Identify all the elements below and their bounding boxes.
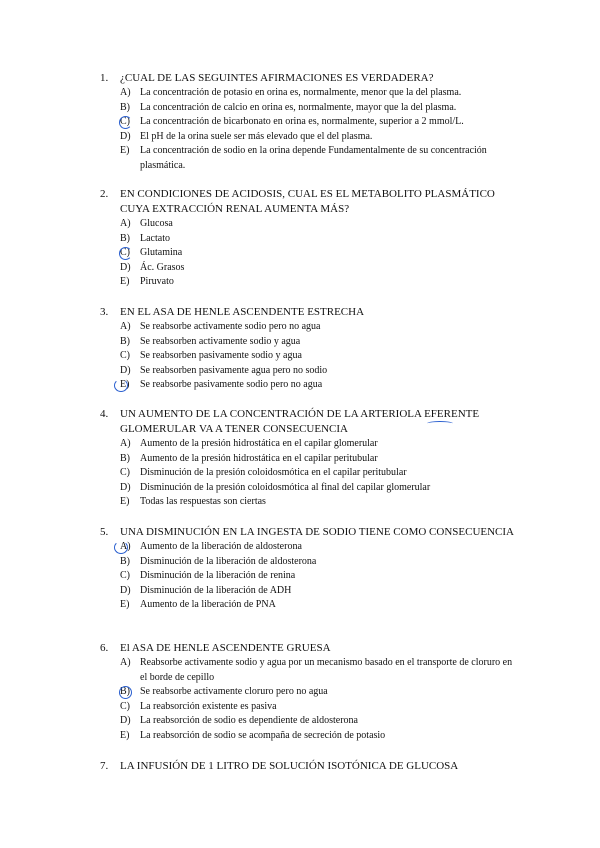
option-b[interactable]	[100, 232, 520, 247]
option-d[interactable]	[100, 584, 520, 599]
question-text: ¿CUAL DE LAS SEGUINTES AFIRMACIONES ES VERDADERA?	[120, 72, 434, 84]
option-letter: D)	[120, 481, 131, 493]
option-d[interactable]	[100, 261, 520, 276]
option-d[interactable]	[100, 481, 520, 496]
option-letter: E)	[120, 145, 130, 157]
option-letter: D)	[120, 261, 131, 273]
question-text: El ASA DE HENLE ASCENDENTE GRUESA	[120, 642, 331, 654]
question-text: UN AUMENTO DE LA CONCENTRACIÓN DE LA ARTERIOLA EFERENTE GLOMERULAR VA A TENER CONSECUENCIA	[120, 408, 480, 435]
option-text: Se reabsorbe pasivamente sodio pero no agua	[140, 379, 323, 391]
option-letter: D)	[120, 715, 131, 727]
option-b[interactable]	[100, 555, 520, 570]
option-letter: A)	[120, 541, 131, 552]
option-letter: B)	[120, 335, 130, 347]
option-text: La concentración de bicarbonato en orina es, normalmente, superior a 2 mmol/L.	[140, 116, 464, 128]
question-4	[100, 407, 520, 510]
question-number: 3.	[100, 306, 109, 318]
option-d[interactable]	[100, 130, 520, 145]
option-a[interactable]	[100, 86, 520, 101]
option-b[interactable]	[100, 101, 520, 116]
option-text: Aumento de la presión hidrostática en el capilar glomerular	[140, 438, 378, 449]
option-c[interactable]	[100, 349, 520, 364]
option-text: El pH de la orina suele ser más elevado que el del plasma.	[140, 130, 373, 142]
option-a[interactable]	[100, 540, 520, 555]
option-c[interactable]	[100, 466, 520, 481]
question-number: 6.	[100, 642, 109, 654]
question-header	[100, 525, 520, 540]
question-text: UNA DISMINUCIÓN EN LA INGESTA DE SODIO TIENE COMO CONSECUENCIA	[120, 526, 514, 538]
option-letter: C)	[120, 116, 130, 128]
question-header	[100, 759, 520, 774]
option-text: Aumento de la presión hidrostática en el capilar peritubular	[140, 452, 378, 464]
option-e[interactable]	[100, 495, 520, 510]
option-c[interactable]	[100, 115, 520, 130]
option-letter: D)	[120, 364, 131, 376]
option-a[interactable]	[100, 217, 520, 232]
option-d[interactable]	[100, 714, 520, 729]
option-letter: C)	[120, 467, 130, 479]
option-letter: A)	[120, 87, 131, 98]
option-e[interactable]	[100, 729, 520, 744]
option-text: La concentración de potasio en orina es, normalmente, menor que la del plasma.	[140, 87, 462, 98]
question-header	[100, 187, 520, 217]
option-text: Disminución de la presión coloidosmótica en el capilar peritubular	[140, 467, 407, 479]
option-letter: E)	[120, 496, 130, 508]
option-text: Ác. Grasos	[140, 261, 185, 273]
option-a[interactable]	[100, 656, 520, 685]
option-e[interactable]	[100, 144, 520, 173]
options-list	[100, 656, 520, 744]
option-c[interactable]	[100, 246, 520, 261]
question-3	[100, 305, 520, 393]
option-letter: B)	[120, 101, 130, 113]
option-letter: B)	[120, 452, 130, 464]
option-text: La concentración de sodio en la orina depende Fundamentalmente de su concentración plasmática.	[140, 145, 487, 171]
option-e[interactable]	[100, 275, 520, 290]
option-text: Disminución de la liberación de renina	[140, 570, 296, 582]
option-letter: B)	[120, 555, 130, 567]
question-text: EN CONDICIONES DE ACIDOSIS, CUAL ES EL METABOLITO PLASMÁTICO CUYA EXTRACCIÓN RENAL AUMENTA MÁS?	[120, 188, 495, 215]
option-text: Disminución de la liberación de ADH	[140, 584, 292, 596]
option-a[interactable]	[100, 320, 520, 335]
option-text: Disminución de la liberación de aldosterona	[140, 555, 317, 567]
option-text: Glucosa	[140, 218, 173, 229]
option-letter: C)	[120, 247, 130, 259]
options-list	[100, 217, 520, 290]
option-text: Aumento de la liberación de PNA	[140, 599, 276, 611]
option-d[interactable]	[100, 364, 520, 379]
question-header	[100, 641, 520, 656]
option-letter: E)	[120, 379, 130, 391]
option-text: Se reabsorbe activamente sodio pero no agua	[140, 321, 321, 332]
option-text: Se reabsorben pasivamente sodio y agua	[140, 350, 302, 362]
option-c[interactable]	[100, 569, 520, 584]
option-text: Todas las respuestas son ciertas	[140, 496, 266, 508]
option-letter: E)	[120, 599, 130, 611]
options-list	[100, 540, 520, 613]
option-text: La reabsorción de sodio se acompaña de secreción de potasio	[140, 729, 386, 741]
question-text: LA INFUSIÓN DE 1 LITRO DE SOLUCIÓN ISOTÓNICA DE GLUCOSA	[120, 760, 459, 772]
question-header	[100, 407, 520, 437]
option-letter: A)	[120, 218, 131, 229]
option-letter: A)	[120, 438, 131, 449]
question-number: 4.	[100, 408, 109, 420]
option-letter: B)	[120, 686, 130, 698]
option-letter: B)	[120, 232, 130, 244]
option-a[interactable]	[100, 437, 520, 452]
option-text: Se reabsorben activamente sodio y agua	[140, 335, 301, 347]
options-list	[100, 320, 520, 393]
option-text: Disminución de la presión coloidosmótica al final del capilar glomerular	[140, 481, 431, 493]
question-header	[100, 71, 520, 86]
option-b[interactable]	[100, 335, 520, 350]
option-letter: E)	[120, 276, 130, 288]
option-c[interactable]	[100, 700, 520, 715]
option-b[interactable]	[100, 685, 520, 700]
option-text: Aumento de la liberación de aldosterona	[140, 541, 302, 552]
options-list	[100, 86, 520, 174]
option-text: La reabsorción de sodio es dependiente de aldosterona	[140, 715, 358, 727]
question-1	[100, 71, 520, 174]
option-letter: D)	[120, 130, 131, 142]
options-list	[100, 437, 520, 510]
question-number: 5.	[100, 526, 109, 538]
question-number: 1.	[100, 72, 109, 84]
option-text: Lactato	[140, 232, 170, 244]
option-text: Se reabsorbe activamente cloruro pero no agua	[140, 686, 328, 698]
option-letter: C)	[120, 570, 130, 582]
question-5	[100, 525, 520, 613]
option-text: Se reabsorben pasivamente agua pero no sodio	[140, 364, 328, 376]
question-2	[100, 187, 520, 290]
question-number: 7.	[100, 760, 109, 772]
option-text: La reabsorción existente es pasiva	[140, 700, 277, 712]
option-text: Reabsorbe activamente sodio y agua por un mecanismo basado en el transporte de cloruro en el borde de cepillo	[140, 657, 513, 683]
option-text: La concentración de calcio en orina es, normalmente, mayor que la del plasma.	[140, 101, 457, 113]
option-letter: D)	[120, 584, 131, 596]
question-7	[100, 759, 520, 774]
option-letter: A)	[120, 321, 131, 332]
option-letter: A)	[120, 657, 131, 668]
option-letter: C)	[120, 700, 130, 712]
question-text: EN EL ASA DE HENLE ASCENDENTE ESTRECHA	[120, 306, 365, 318]
option-e[interactable]	[100, 378, 520, 393]
question-6	[100, 641, 520, 744]
option-e[interactable]	[100, 598, 520, 613]
pen-underline-mark	[427, 421, 453, 426]
option-letter: E)	[120, 729, 130, 741]
question-number: 2.	[100, 188, 109, 200]
option-letter: C)	[120, 350, 130, 362]
option-text: Piruvato	[140, 276, 174, 288]
question-header	[100, 305, 520, 320]
option-text: Glutamina	[140, 247, 183, 259]
option-b[interactable]	[100, 452, 520, 467]
